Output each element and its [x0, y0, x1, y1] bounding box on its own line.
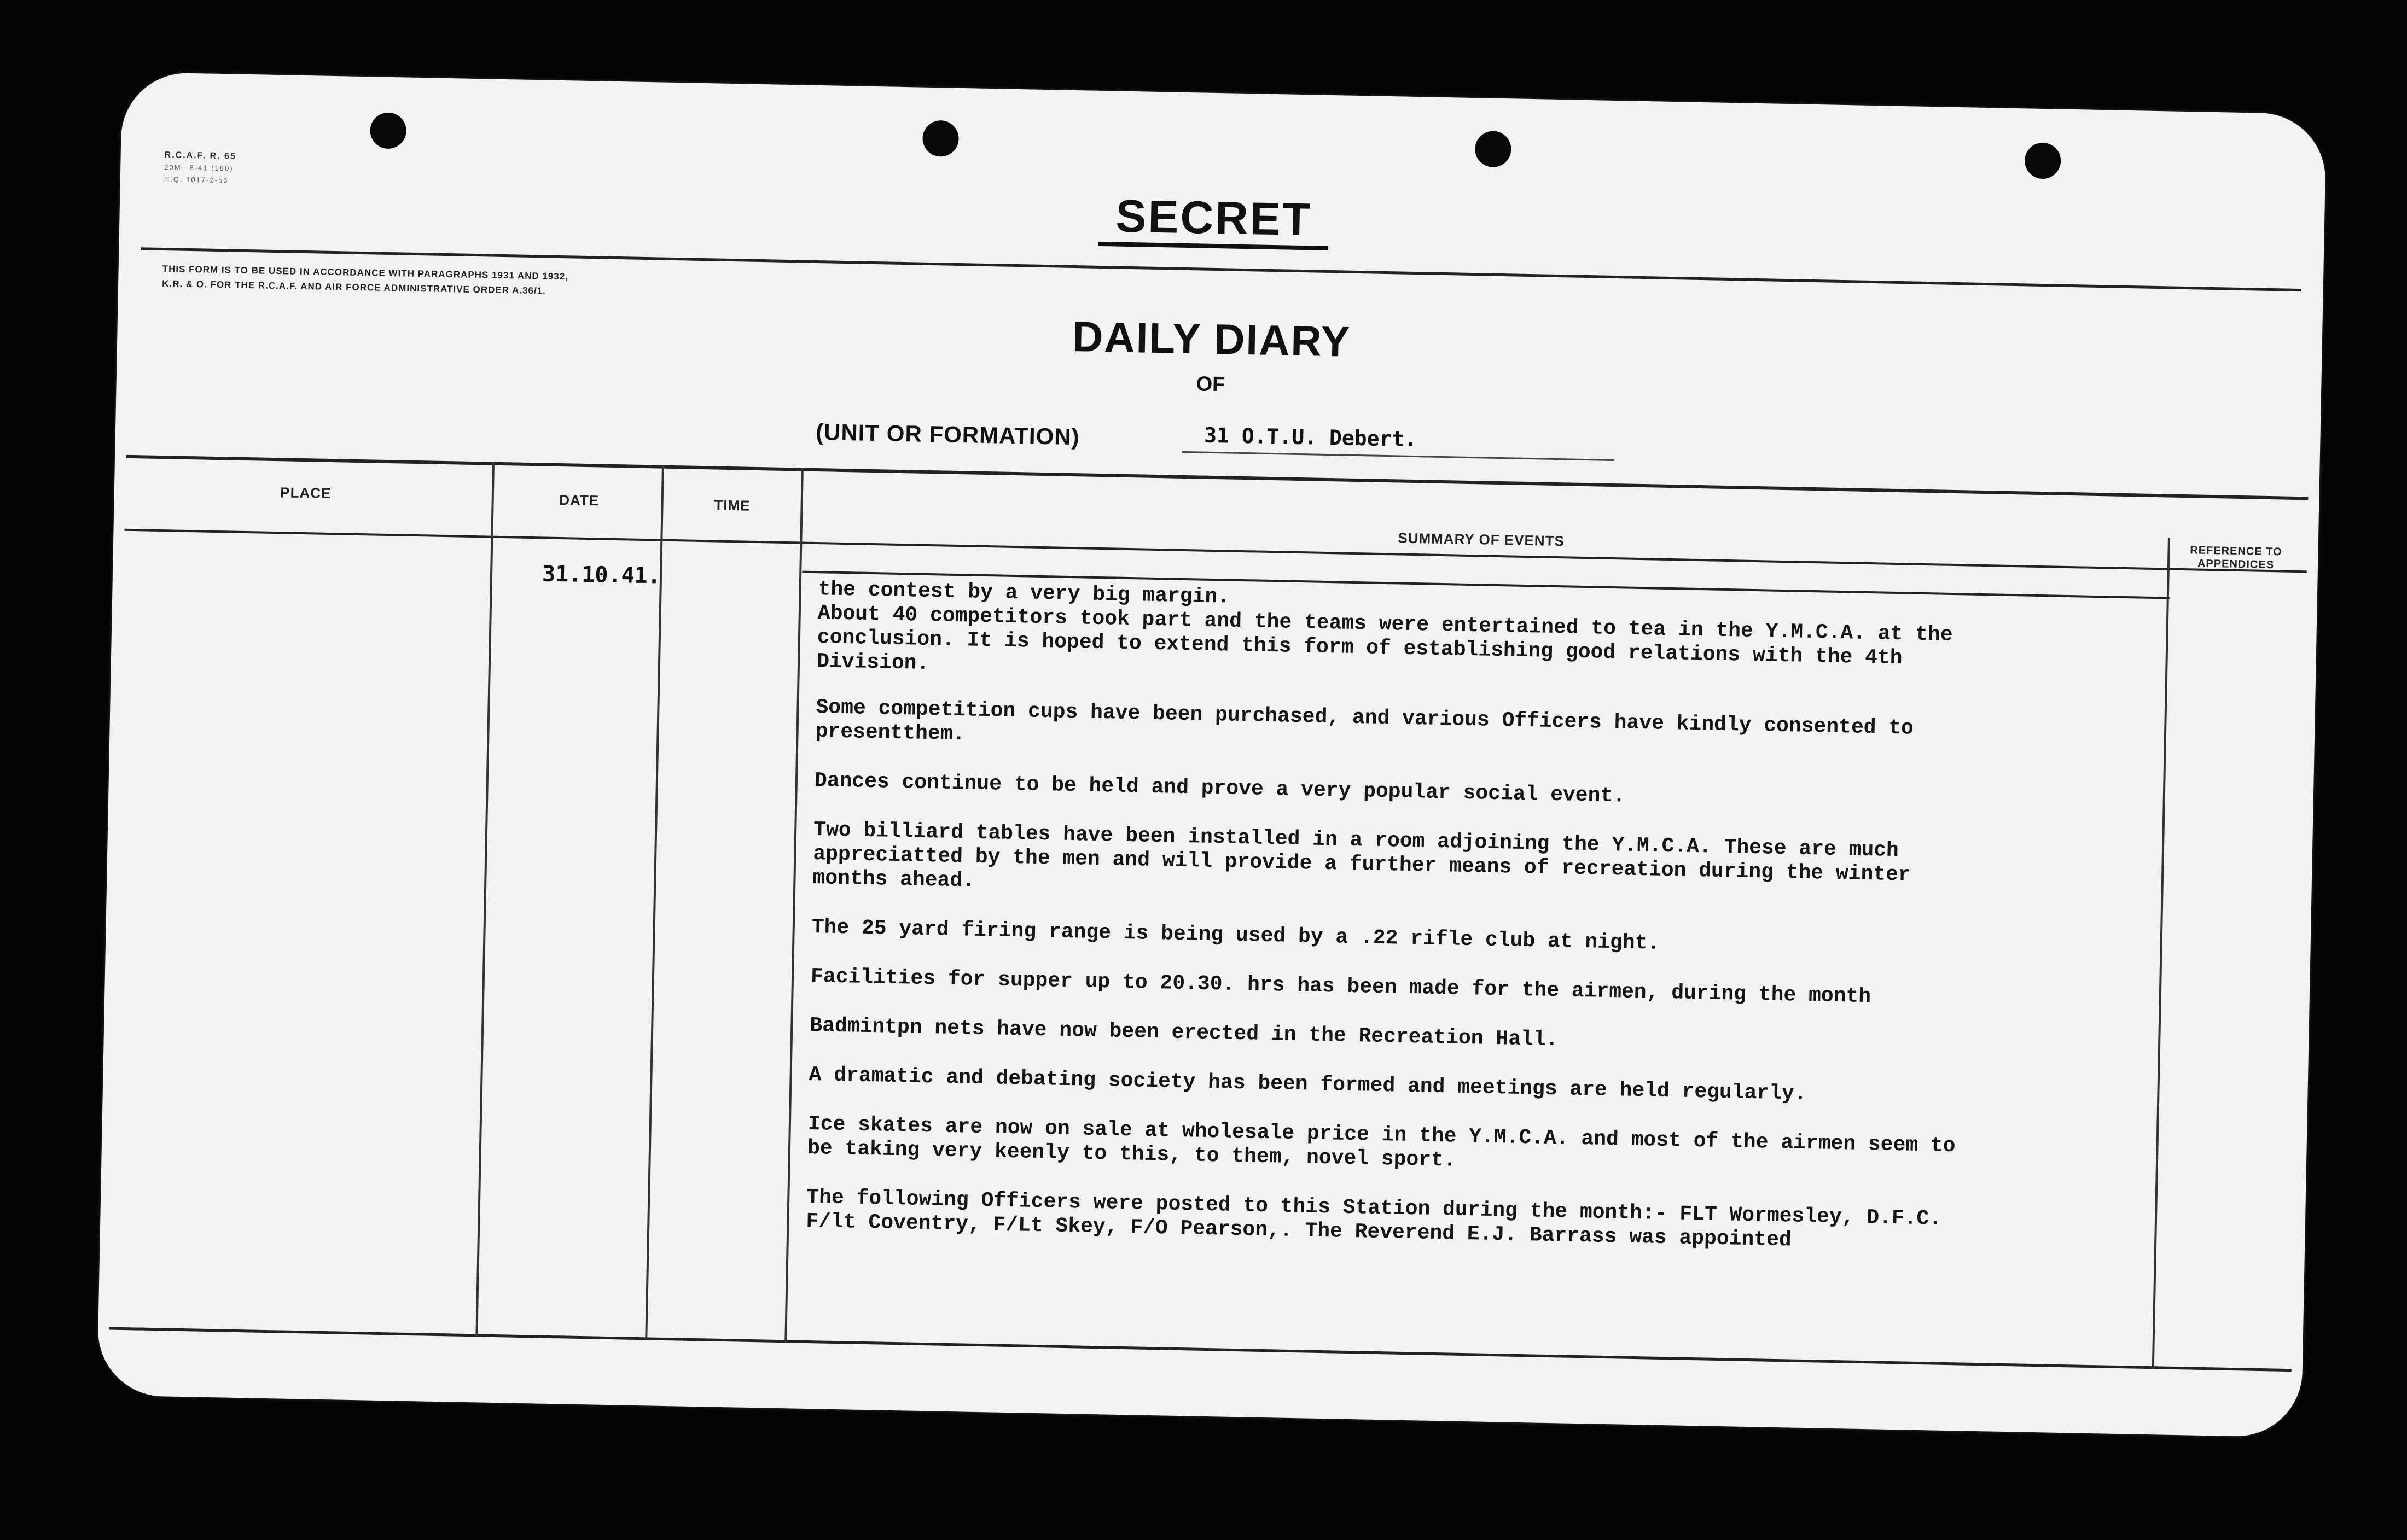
unit-label: (UNIT OR FORMATION)	[815, 419, 1080, 450]
column-divider	[784, 468, 804, 1343]
form-title: DAILY DIARY	[1072, 312, 1351, 366]
summary-paragraph: Facilities for supper up to 20.30. hrs has been made for the airmen, during the month	[810, 965, 1871, 1009]
form-code	[164, 149, 236, 187]
summary-paragraph: Dances continue to be held and prove a very popular social event.	[814, 769, 1626, 808]
classification-stamp: SECRET	[1098, 189, 1329, 250]
unit-value: 31 O.T.U. Debert.	[1182, 423, 1615, 461]
form-instruction: THIS FORM IS TO BE USED IN ACCORDANCE WITH PARAGRAPHS 1931 AND 1932, K.R. & O. FOR THE R.C.A.F. AND AIR FORCE ADMINISTRATIVE ORDER A.36/1.	[162, 264, 569, 296]
column-header-time: TIME	[714, 497, 751, 514]
column-header-reference: REFERENCE TO APPENDICES	[2190, 544, 2282, 571]
summary-paragraph: Badmintpn nets have now been erected in the Recreation Hall.	[809, 1013, 1559, 1052]
column-divider	[2152, 538, 2170, 1369]
summary-paragraph: the contest by a very big margin. About 40 competitors took part and the teams were entertained to tea in the Y.M.C.A. at the conclusion. It is hoped to extend this form of establishing good relations with the 4th Division.	[816, 578, 1953, 676]
column-divider	[645, 465, 664, 1340]
summary-paragraph: Some competition cups have been purchased, and various Officers have kindly consented to presentthem.	[815, 696, 1914, 746]
binder-hole	[2025, 142, 2061, 179]
table-bottom-rule	[109, 1327, 2291, 1372]
summary-paragraph: Ice skates are now on sale at wholesale price in the Y.M.C.A. and most of the airmen seem to be taking very keenly to this, to them, novel sport.	[807, 1112, 1956, 1172]
binder-hole	[922, 120, 959, 157]
column-header-summary: SUMMARY OF EVENTS	[1398, 529, 1565, 550]
summary-paragraph: Two billiard tables have been installed in a room adjoining the Y.M.C.A. These are much appreciatted by the men and will provide a further means of recreation during the winter months ahead.	[812, 818, 1911, 893]
summary-of-events	[806, 578, 1989, 1256]
column-head-rule	[124, 529, 2306, 573]
print-code: 20M—8-41 (180)	[164, 163, 234, 173]
hq-code: H.Q. 1017-2-56	[164, 175, 229, 185]
binder-hole	[370, 112, 406, 149]
diary-form-card	[97, 72, 2327, 1438]
column-header-date: DATE	[559, 492, 600, 509]
column-divider	[475, 462, 495, 1337]
table-top-rule	[126, 455, 2308, 500]
form-title-of: OF	[1196, 372, 1225, 396]
binder-hole	[1475, 131, 1511, 167]
summary-paragraph: The following Officers were posted to this Station during the month:- FLT Wormesley, D.F.C. F/lt Coventry, F/Lt Skey, F/O Pearson,. The Reverend E.J. Barrass was appointed	[806, 1185, 1942, 1252]
column-header-place: PLACE	[280, 484, 332, 502]
summary-paragraph: The 25 yard firing range is being used by a .22 rifle club at night.	[811, 915, 1660, 955]
entry-date: 31.10.41.	[542, 561, 661, 589]
summary-paragraph: A dramatic and debating society has been formed and meetings are held regularly.	[809, 1063, 1807, 1106]
form-number: R.C.A.F. R. 65	[164, 150, 236, 161]
